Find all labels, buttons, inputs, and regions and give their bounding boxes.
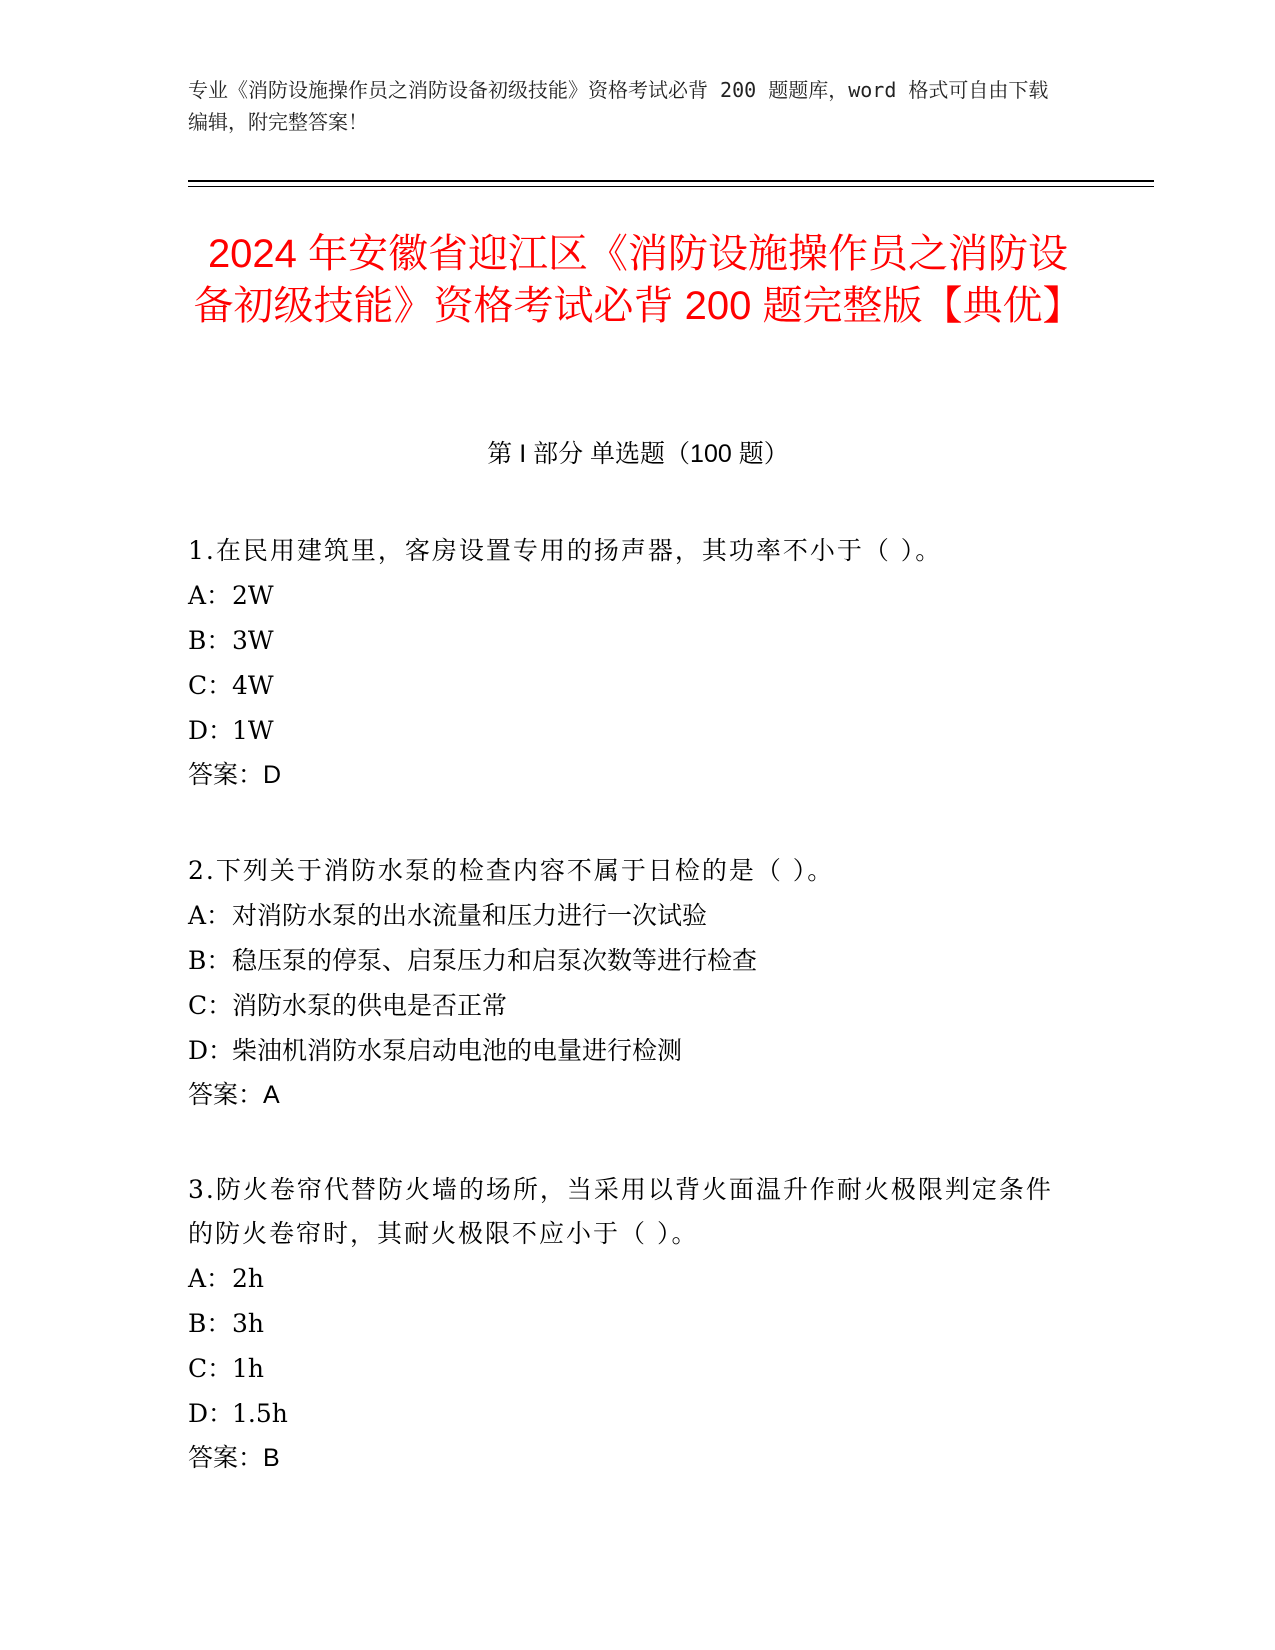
question-1 — [188, 528, 1068, 798]
option-a — [188, 893, 1068, 938]
header-note: 专业《消防设施操作员之消防设备初级技能》资格考试必背 200 题题库，word 格式可自由下载编辑，附完整答案！ — [188, 78, 1049, 134]
option-key: A： — [188, 1264, 232, 1293]
option-key: C： — [188, 991, 233, 1020]
option-text: 稳压泵的停泵、启泵压力和启泵次数等进行检查 — [232, 946, 758, 975]
option-a — [188, 573, 1068, 618]
option-text: 1W — [232, 716, 274, 745]
option-key: D： — [188, 716, 234, 745]
question-stem: 3.防火卷帘代替防火墙的场所，当采用以背火面温升作耐火极限判定条件的防火卷帘时，其耐火极限不应小于（ ）。 — [188, 1175, 1053, 1248]
option-key: D： — [188, 1399, 234, 1428]
option-key: D： — [188, 1036, 234, 1065]
answer: 答案：A — [188, 1081, 280, 1109]
section-title: 第 I 部分 单选题（100 题） — [487, 440, 789, 468]
header-divider-thick — [188, 180, 1154, 182]
option-c — [188, 983, 1068, 1028]
question-stem: 2.下列关于消防水泵的检查内容不属于日检的是（ ）。 — [188, 856, 835, 885]
option-text: 3h — [232, 1309, 265, 1338]
option-key: B： — [188, 946, 232, 975]
option-text: 3W — [232, 626, 274, 655]
option-b — [188, 1301, 1068, 1346]
option-key: C： — [188, 671, 233, 700]
question-3 — [188, 1168, 1068, 1481]
option-b — [188, 618, 1068, 663]
option-c — [188, 663, 1068, 708]
option-text: 1.5h — [232, 1399, 288, 1428]
option-text: 2h — [232, 1264, 265, 1293]
question-2 — [188, 848, 1068, 1118]
document-title: 2024 年安徽省迎江区《消防设施操作员之消防设备初级技能》资格考试必背 200 题完整版【典优】 — [193, 232, 1083, 328]
option-d — [188, 1391, 1068, 1436]
option-b — [188, 938, 1068, 983]
option-d — [188, 1028, 1068, 1073]
header-divider-thin — [188, 186, 1154, 187]
option-text: 对消防水泵的出水流量和压力进行一次试验 — [232, 901, 708, 930]
answer: 答案：D — [188, 761, 282, 789]
option-text: 2W — [232, 581, 274, 610]
question-list — [188, 528, 1068, 1531]
option-text: 消防水泵的供电是否正常 — [232, 991, 508, 1020]
option-key: A： — [188, 901, 232, 930]
question-stem: 1.在民用建筑里，客房设置专用的扬声器，其功率不小于（ ）。 — [188, 536, 943, 565]
option-key: B： — [188, 1309, 232, 1338]
option-key: B： — [188, 626, 232, 655]
option-a — [188, 1256, 1068, 1301]
option-text: 柴油机消防水泵启动电池的电量进行检测 — [232, 1036, 683, 1065]
option-text: 4W — [232, 671, 274, 700]
option-c — [188, 1346, 1068, 1391]
option-d — [188, 708, 1068, 753]
option-key: C： — [188, 1354, 233, 1383]
option-text: 1h — [232, 1354, 265, 1383]
answer: 答案：B — [188, 1444, 280, 1472]
option-key: A： — [188, 581, 232, 610]
